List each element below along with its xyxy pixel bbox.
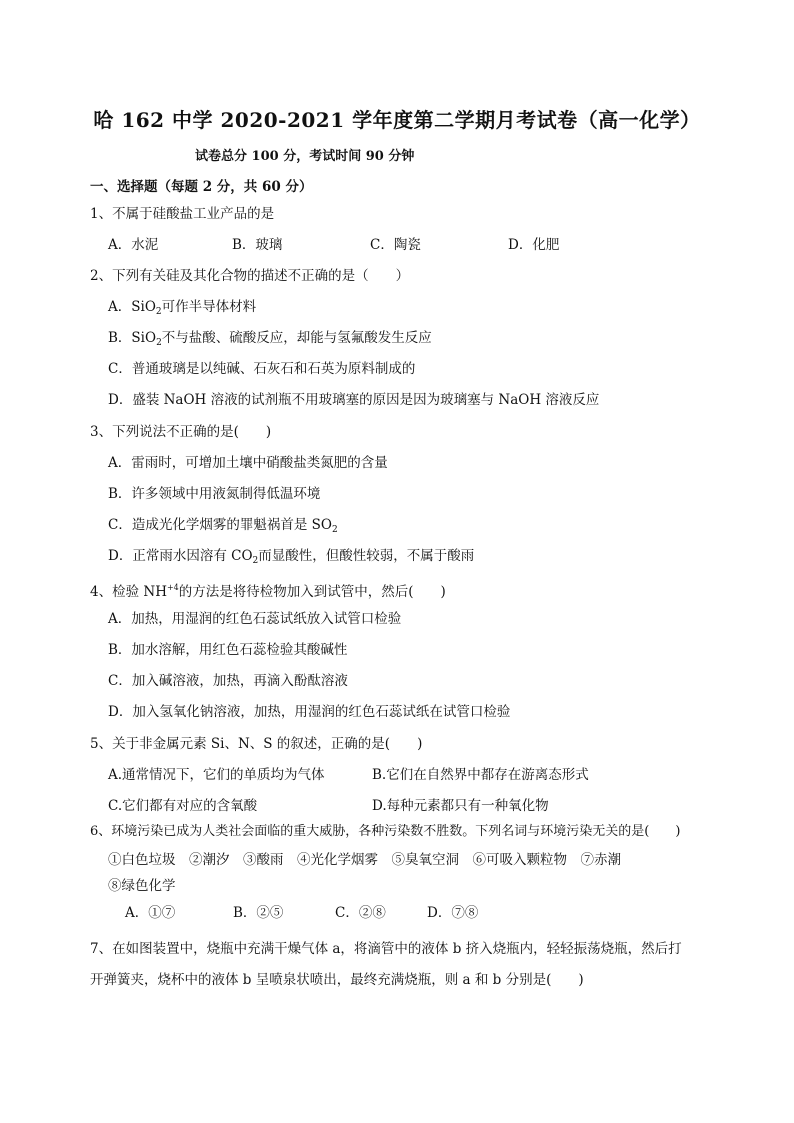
question-5-stem: 5、关于非金属元素 Si、N、S 的叙述，正确的是( ) bbox=[90, 736, 423, 752]
question-4-option-a: A．加热，用湿润的红色石蕊试纸放入试管口检验 bbox=[108, 611, 402, 627]
question-6-stem: 6、环境污染已成为人类社会面临的重大威胁，各种污染数不胜数。下列名词与环境污染无关的是( ) bbox=[90, 824, 681, 839]
question-3-option-b: B．许多领域中用液氮制得低温环境 bbox=[108, 486, 321, 502]
subscript: 2 bbox=[331, 525, 338, 535]
question-6-items-line-2: ⑧绿色化学 bbox=[108, 878, 176, 894]
option-c: C．②⑧ bbox=[335, 905, 386, 921]
question-4-stem-text: 4、检验 NH bbox=[90, 584, 167, 600]
section-heading: 一、选择题（每题 2 分，共 60 分） bbox=[90, 179, 313, 195]
question-4-stem-rest: 的方法是将待检物加入到试管中，然后( ) bbox=[178, 584, 446, 600]
question-5-option-a: A.通常情况下，它们的单质均为气体 bbox=[108, 767, 325, 783]
question-2-option-c: C．普通玻璃是以纯碱、石灰石和石英为原料制成的 bbox=[108, 361, 416, 377]
question-4-option-d: D．加入氢氧化钠溶液，加热，用湿润的红色石蕊试纸在试管口检验 bbox=[108, 704, 511, 720]
question-4-option-b: B．加水溶解，用红色石蕊检验其酸碱性 bbox=[108, 642, 348, 658]
option-c: C．陶瓷 bbox=[370, 237, 421, 253]
option-b-text: B．SiO bbox=[108, 330, 157, 346]
question-3-option-d bbox=[108, 547, 474, 570]
subscript: 2 bbox=[156, 338, 162, 348]
exam-title: 哈 162 中学 2020-2021 学年度第二学期月考试卷（高一化学） bbox=[93, 108, 701, 132]
option-d: D．化肥 bbox=[508, 237, 560, 253]
option-a: A．水泥 bbox=[108, 237, 159, 253]
question-3-option-a: A．雷雨时，可增加土壤中硝酸盐类氮肥的含量 bbox=[108, 455, 388, 471]
superscript: +4 bbox=[166, 583, 179, 592]
question-4-option-c: C．加入碱溶液，加热，再滴入酚酞溶液 bbox=[108, 673, 348, 689]
option-b: B．玻璃 bbox=[232, 237, 283, 253]
option-a-text: A．SiO bbox=[108, 299, 156, 315]
question-5-option-d: D.每种元素都只有一种氧化物 bbox=[372, 798, 549, 814]
question-4-stem bbox=[90, 579, 446, 601]
question-2-stem: 2、下列有关硅及其化合物的描述不正确的是（ ） bbox=[90, 268, 410, 284]
question-5-option-c: C.它们都有对应的含氧酸 bbox=[108, 798, 258, 814]
question-6-items-line-1: ①白色垃圾 ②潮汐 ③酸雨 ④光化学烟雾 ⑤臭氧空洞 ⑥可吸入颗粒物 ⑦赤潮 bbox=[108, 852, 621, 868]
subscript: 2 bbox=[252, 556, 259, 566]
option-b-text-rest: 不与盐酸、硫酸反应，却能与氢氟酸发生反应 bbox=[161, 330, 432, 346]
question-5-option-b: B.它们在自然界中都存在游离态形式 bbox=[372, 767, 589, 783]
option-a: A．①⑦ bbox=[125, 905, 176, 921]
option-a-text-rest: 可作半导体材料 bbox=[161, 299, 257, 315]
question-2-option-a bbox=[108, 298, 256, 321]
option-c-text: C．造成光化学烟雾的罪魁祸首是 SO bbox=[108, 517, 332, 533]
question-2-option-b bbox=[108, 329, 432, 352]
option-b: B．②⑤ bbox=[233, 905, 284, 921]
question-1-stem: 1、不属于硅酸盐工业产品的是 bbox=[90, 206, 275, 222]
question-3-option-c bbox=[108, 516, 338, 539]
question-2-option-d: D．盛装 NaOH 溶液的试剂瓶不用玻璃塞的原因是因为玻璃塞与 NaOH 溶液反应 bbox=[108, 392, 600, 408]
option-d-text: D．正常雨水因溶有 CO bbox=[108, 548, 253, 564]
question-3-stem: 3、下列说法不正确的是( ) bbox=[90, 424, 272, 440]
subscript: 2 bbox=[155, 307, 162, 317]
option-d-text-rest: 而显酸性，但酸性较弱，不属于酸雨 bbox=[258, 548, 475, 564]
question-7-stem-line-1: 7、在如图装置中，烧瓶中充满干燥气体 a，将滴管中的液体 b 挤入烧瓶内，轻轻振荡烧瓶，然后打 bbox=[90, 941, 682, 957]
exam-subtitle: 试卷总分 100 分，考试时间 90 分钟 bbox=[195, 149, 415, 164]
question-7-stem-line-2: 开弹簧夹，烧杯中的液体 b 呈喷泉状喷出，最终充满烧瓶，则 a 和 b 分别是( ) bbox=[90, 972, 584, 988]
option-d: D．⑦⑧ bbox=[427, 905, 479, 921]
